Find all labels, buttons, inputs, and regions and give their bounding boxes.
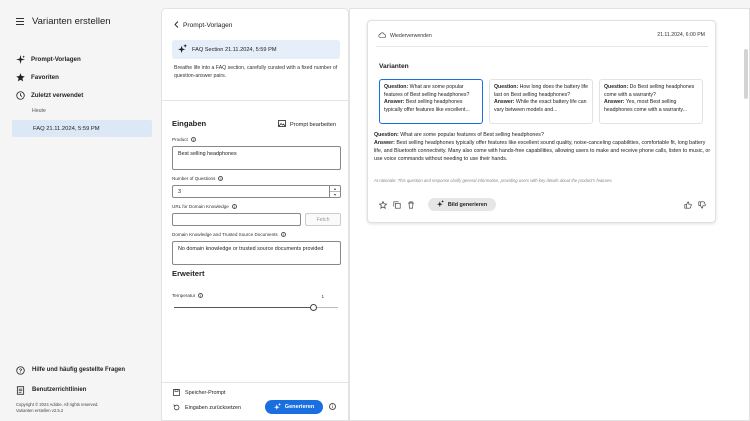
help-label: Hilfe und häufig gestellte Fragen — [32, 367, 126, 373]
temperature-label — [172, 293, 203, 298]
divider — [376, 46, 708, 47]
generate-label: Generieren — [284, 404, 315, 410]
variant-card-1[interactable] — [379, 79, 483, 124]
edit-prompt-label: Prompt bearbeiten — [289, 121, 336, 128]
prompt-panel — [161, 8, 349, 421]
variant-question: What are some popular features of Best selling headphones? — [384, 84, 470, 98]
answer-label: Answer: — [374, 139, 395, 146]
variant-question: Do Best selling headphones come with a warranty? — [604, 84, 695, 98]
product-label — [172, 137, 196, 142]
stepper-down-icon[interactable]: ▼ — [333, 192, 337, 197]
ai-rationale — [374, 178, 613, 183]
question-label: Question: — [374, 132, 399, 138]
question-label: Question: — [384, 84, 409, 90]
result-timestamp: 21.11.2024, 6:00 PM — [657, 32, 705, 38]
num-questions-stepper[interactable] — [172, 185, 341, 198]
chevron-left-icon — [174, 21, 179, 30]
sparkle-icon — [274, 403, 281, 412]
stepper-up-icon[interactable]: ▲ — [330, 186, 340, 192]
prompt-card-title: FAQ Section 21.11.2024, 5:59 PM — [192, 46, 277, 53]
advanced-title: Erweitert — [172, 269, 205, 278]
url-label — [172, 204, 237, 209]
inputs-title: Eingaben — [172, 119, 207, 128]
sidebar-item-label: Favoriten — [31, 73, 59, 81]
question-label: Question: — [494, 84, 519, 90]
generate-image-label: Bild generieren — [447, 201, 488, 208]
results-panel — [349, 8, 750, 421]
result-card — [367, 20, 716, 223]
reset-inputs-label: Eingaben zurücksetzen — [185, 405, 242, 411]
question-label: Question: — [604, 84, 629, 90]
thumbs-up-icon[interactable] — [683, 200, 692, 209]
temperature-label-text: Temperatur — [172, 293, 196, 298]
variant-card-3[interactable] — [599, 79, 703, 124]
selected-variant-detail — [374, 132, 712, 164]
sidebar-nav — [12, 50, 152, 137]
hamburger-menu-icon[interactable] — [16, 18, 24, 25]
version-text: Varianten erstellen v2.5.2 — [16, 408, 64, 413]
generate-button[interactable] — [265, 400, 323, 414]
url-input[interactable] — [172, 213, 301, 226]
thumbs-down-icon[interactable] — [697, 200, 706, 209]
answer-label: Answer: — [604, 99, 625, 106]
info-icon[interactable]: i — [191, 137, 196, 142]
product-textarea[interactable]: Best selling headphones — [172, 146, 341, 170]
variant-answer: While the exact battery life can vary between models and... — [494, 99, 587, 114]
back-label: Prompt-Vorlagen — [183, 22, 233, 29]
image-icon — [278, 120, 286, 129]
help-link[interactable] — [16, 362, 156, 378]
full-question: What are some popular features of Best selling headphones? — [400, 132, 544, 138]
sidebar-item-recent[interactable] — [12, 86, 152, 104]
product-label-text: Product — [172, 137, 188, 142]
num-questions-label-text: Number of Questions — [172, 176, 216, 181]
document-icon — [16, 386, 25, 395]
copyright-text: Copyright © 2024 Adobe. All rights reserved. — [16, 402, 99, 407]
rationale-label: AI-rationale: — [374, 178, 397, 183]
variant-answer: Yes, most Best selling headphones come with a warranty... — [604, 99, 687, 114]
sparkle-icon — [437, 200, 444, 209]
slider-thumb[interactable] — [310, 304, 317, 311]
sidebar-item-prompt-templates[interactable] — [12, 50, 152, 68]
card-actions — [378, 198, 708, 212]
info-icon[interactable]: i — [232, 204, 237, 209]
help-icon — [16, 366, 25, 375]
edit-prompt-button[interactable] — [278, 120, 336, 129]
star-icon[interactable] — [378, 200, 387, 209]
reset-icon — [173, 404, 180, 413]
recent-item[interactable]: FAQ 21.11.2024, 5:59 PM — [12, 120, 152, 137]
info-icon[interactable]: i — [281, 232, 286, 237]
app-header — [16, 16, 111, 27]
domain-docs-label-text: Domain Knowledge and Trusted Source Documents — [172, 232, 278, 237]
variant-answer: Best selling headphones typically offer features like excellent... — [384, 99, 470, 114]
url-label-text: URL for Domain Knowledge — [172, 204, 229, 209]
generate-image-button[interactable] — [428, 198, 496, 211]
info-icon[interactable]: i — [218, 176, 223, 181]
save-prompt-button[interactable] — [173, 387, 273, 399]
temperature-value: 1 — [321, 294, 324, 299]
guidelines-link[interactable] — [16, 382, 156, 398]
divider — [162, 100, 348, 101]
sidebar-item-favorites[interactable] — [12, 68, 152, 86]
recent-group-label: Heute — [32, 108, 46, 114]
variant-question: How long does the battery life last on Best selling headphones? — [494, 84, 589, 98]
info-icon[interactable]: i — [329, 403, 336, 410]
answer-label: Answer: — [494, 99, 515, 106]
sidebar-item-label: Zuletzt verwendet — [31, 91, 84, 99]
copy-icon[interactable] — [392, 200, 401, 209]
divider — [162, 382, 348, 383]
sidebar — [0, 0, 161, 421]
num-questions-value: 3 — [178, 189, 181, 195]
domain-docs-textarea[interactable]: No domain knowledge or trusted source documents provided — [172, 241, 341, 265]
info-icon[interactable]: i — [198, 293, 203, 298]
sidebar-item-label: Prompt-Vorlagen — [31, 55, 81, 63]
rationale-text: This question and response clarify general information, providing users with key details about the product's features. — [397, 178, 613, 183]
sparkle-icon — [16, 55, 25, 64]
cloud-icon — [378, 32, 386, 40]
scrollbar[interactable] — [744, 49, 748, 99]
sparkle-icon — [178, 44, 187, 55]
reuse-label: Wiederverwenden — [390, 33, 432, 39]
svg-text:?: ? — [18, 367, 23, 374]
guidelines-label: Benutzerrichtlinien — [32, 387, 87, 393]
stepper-buttons — [329, 186, 340, 197]
slider-fill — [174, 307, 313, 308]
fetch-button[interactable]: Fetch — [305, 213, 341, 226]
app-title: Varianten erstellen — [32, 16, 111, 27]
variants-title: Varianten — [379, 63, 409, 70]
reuse-button[interactable] — [378, 32, 432, 40]
clock-icon — [16, 91, 25, 100]
save-prompt-label: Speicher-Prompt — [185, 390, 226, 396]
temperature-slider[interactable] — [174, 307, 338, 308]
answer-label: Answer: — [384, 99, 405, 106]
save-icon — [173, 389, 180, 398]
num-questions-label — [172, 176, 223, 181]
back-to-templates-link[interactable] — [174, 21, 232, 30]
footer-actions — [173, 387, 273, 417]
trash-icon[interactable] — [406, 200, 415, 209]
reset-inputs-button[interactable] — [173, 402, 273, 414]
sidebar-bottom — [16, 362, 156, 414]
prompt-card — [172, 40, 340, 59]
copyright — [16, 402, 156, 414]
prompt-description: Breathe life into a FAQ section, carefully curated with a fixed number of question-answer pairs. — [174, 65, 338, 79]
domain-docs-label — [172, 232, 286, 237]
full-answer: Best selling headphones typically offer features like excellent sound quality, noise-canceling capabilities, comfortable fit, long battery life, and Bluetooth connectivity. Many also come with hands-free capabilities, allowing users to make and receive phone calls, listen to music, or use voice commands without needing to use their hands. — [374, 139, 711, 162]
variant-card-2[interactable] — [489, 79, 593, 124]
star-icon — [16, 73, 25, 82]
